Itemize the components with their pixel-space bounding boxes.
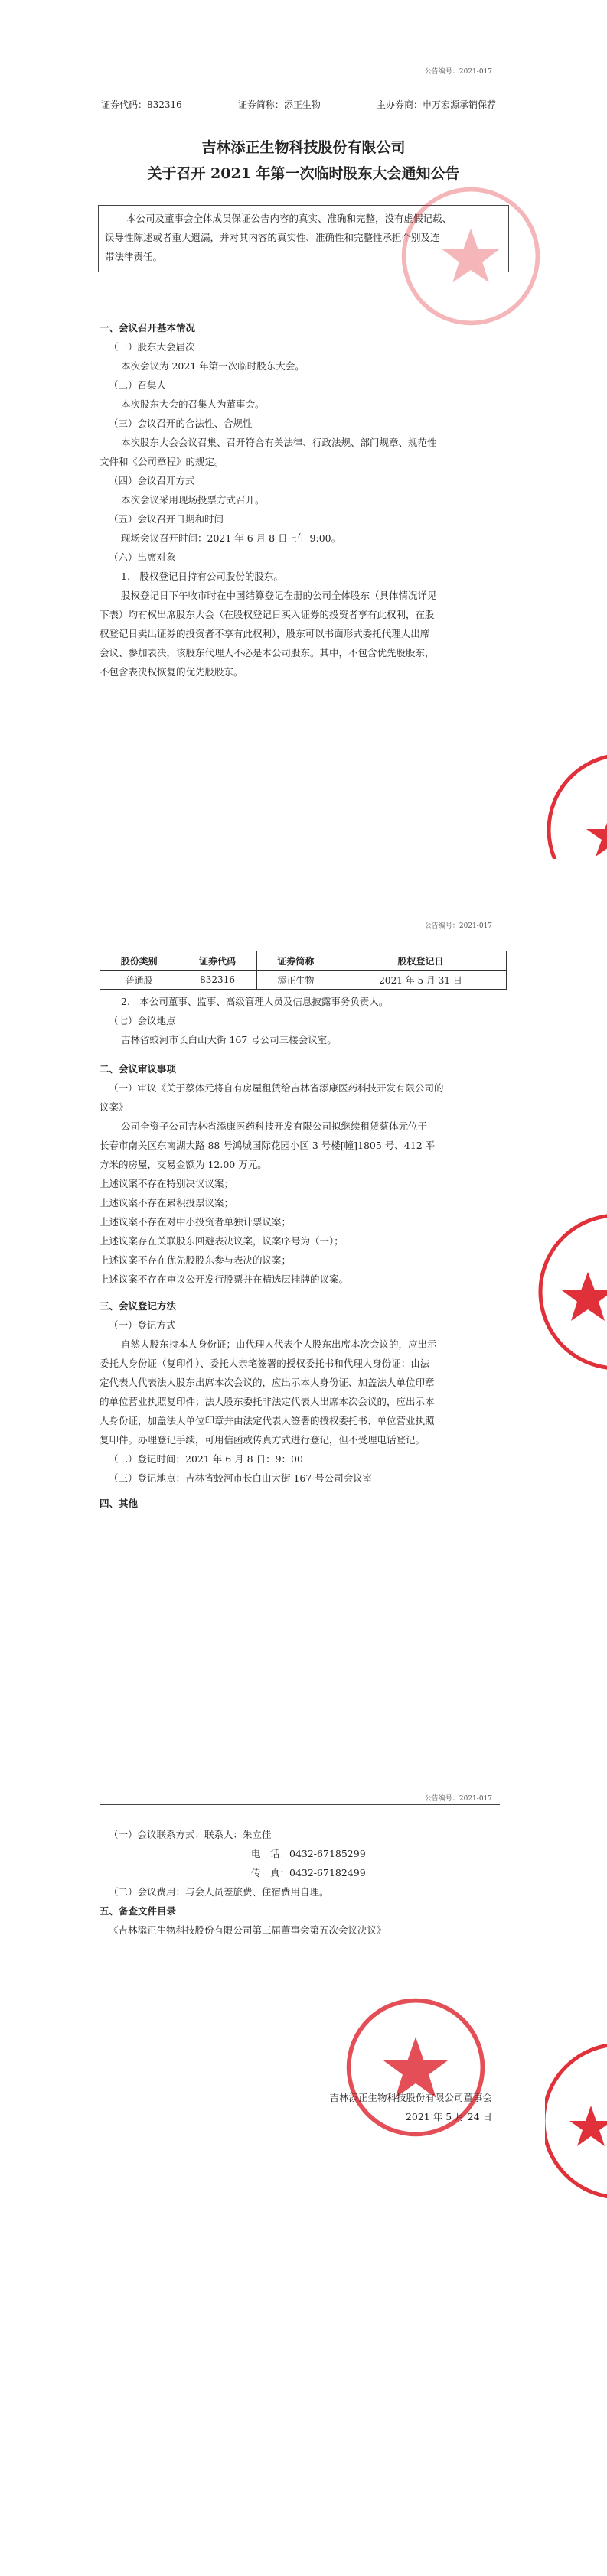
header-divider [100, 1804, 500, 1805]
table-header-row [100, 951, 507, 971]
subsection-heading: （四）会议召开方式 [109, 475, 195, 486]
page-number: 公告编号：2021-017 [424, 68, 492, 76]
subsection-heading: （二）登记时间：2021 年 6 月 8 日：9：00 [109, 1453, 303, 1465]
paragraph: 不包含表决权恢复的优先股股东。 [100, 666, 243, 678]
section-heading: 一、会议召开基本情况 [100, 322, 196, 333]
paragraph: 本次股东大会会议召集、召开符合有关法律、行政法规、部门规章、规范性 [121, 437, 437, 448]
proposal-title: （一）审议《关于蔡体元将自有房屋租赁给吉林省添康医药科技开发有限公司的 [109, 1082, 444, 1094]
section-4-content [100, 1825, 509, 1940]
note-line: 上述议案不存在审议公开发行股票并在精选层挂牌的议案。 [100, 1273, 349, 1285]
disclaimer-line: 误导性陈述或者重大遗漏，并对其内容的真实性、准确性和完整性承担个别及连 [105, 232, 440, 243]
section-1 [100, 318, 509, 681]
page-title: 吉林添正生物科技股份有限公司 [201, 139, 406, 156]
section-heading: 五、备查文件目录 [100, 1905, 177, 1917]
paragraph: 委托人身份证（复印件）、委托人亲笔签署的授权委托书和代理人身份证；由法 [100, 1358, 430, 1369]
table-cell: 添正生物 [256, 971, 335, 990]
page-2 [0, 871, 607, 1730]
page-subtitle: 关于召开 2021 年第一次临时股东大会通知公告 [147, 165, 460, 182]
paragraph: 定代表人代表法人股东出席本次会议的，应出示本人身份证、加盖法人单位印章 [100, 1377, 435, 1388]
subsection-heading: （三）会议召开的合法性、合规性 [109, 418, 253, 429]
stock-name: 证券简称：添正生物 [237, 99, 321, 110]
subsection-heading: （五）会议召开日期和时间 [109, 513, 224, 525]
table-header-cell: 股权登记日 [335, 951, 507, 971]
section-heading: 二、会议审议事项 [100, 1063, 177, 1075]
paragraph: 吉林省蛟河市长白山大街 167 号公司三楼会议室。 [121, 1034, 337, 1046]
paragraph: 公司全资子公司吉林省添康医药科技开发有限公司拟继续租赁蔡体元位于 [121, 1120, 428, 1132]
section-2 [100, 1059, 509, 1513]
proposal-title: 议案》 [100, 1101, 129, 1113]
signature-block [329, 2088, 492, 2126]
paragraph: 人身份证，加盖法人单位印章并由法定代表人签署的授权委托书、单位营业执照 [100, 1415, 435, 1426]
signing-date: 2021 年 5 月 24 日 [405, 2111, 492, 2122]
paragraph: 本次会议采用现场投票方式召开。 [121, 494, 265, 506]
signing-company: 吉林添正生物科技股份有限公司董事会 [329, 2092, 492, 2103]
broker: 主办券商：申万宏源承销保荐 [376, 99, 496, 110]
paragraph: 长春市南关区东南湖大路 88 号鸿城国际花园小区 3 号楼[幢]1805 号、412 平 [100, 1140, 436, 1151]
edge-seal-icon [534, 1208, 607, 1376]
disclaimer-line: 本公司及董事会全体成员保证公告内容的真实、准确和完整，没有虚假记载、 [126, 213, 452, 224]
fax-line: 传 真：0432-67182499 [251, 1867, 366, 1878]
table-row [100, 971, 507, 990]
paragraph: 下表）均有权出席股东大会（在股权登记日买入证券的投资者享有此权利，在股 [100, 609, 435, 620]
phone-line: 电 话：0432-67185299 [251, 1848, 366, 1859]
paragraph: 复印件。办理登记手续，可用信函或传真方式进行登记，但不受理电话登记。 [100, 1434, 426, 1446]
subsection-heading: （二）召集人 [109, 379, 167, 391]
table-cell: 832316 [178, 971, 256, 990]
section-heading: 三、会议登记方法 [100, 1300, 177, 1312]
note-line: 上述议案不存在累积投票议案； [100, 1197, 234, 1208]
disclaimer-line: 带法律责任。 [105, 251, 163, 262]
securities-header [101, 98, 496, 111]
table-header-cell: 股份类别 [100, 951, 178, 971]
paragraph: 权登记日卖出证券的投资者不享有此权利），股东可以书面形式委托代理人出席 [100, 628, 430, 639]
company-seal-watermark [398, 184, 543, 329]
paragraph: 文件和《公司章程》的规定。 [100, 456, 224, 467]
note-line: 上述议案存在关联股东回避表决议案，议案序号为（一）； [100, 1235, 344, 1247]
list-item: 1. 股权登记日持有公司股份的股东。 [121, 571, 283, 582]
list-item: 2. 本公司董事、监事、高级管理人员及信息披露事务负责人。 [121, 996, 389, 1007]
section-heading: 四、其他 [100, 1498, 139, 1509]
page-1 [0, 0, 607, 859]
table-cell: 普通股 [100, 971, 178, 990]
note-line: 上述议案不存在对中小投资者单独计票议案； [100, 1216, 292, 1228]
subsection-heading: （六）出席对象 [109, 551, 176, 563]
document-reference: 《吉林添正生物科技股份有限公司第三届董事会第五次会议决议》 [109, 1924, 387, 1936]
table-header-cell: 证券代码 [178, 951, 256, 971]
paragraph: 本次会议为 2021 年第一次临时股东大会。 [121, 360, 305, 372]
paragraph: 的单位营业执照复印件；法人股东委托非法定代表人出席本次会议的，应出示本 [100, 1396, 435, 1407]
paragraph: 股权登记日下午收市时在中国结算登记在册的公司全体股东（具体情况详见 [121, 590, 437, 601]
paragraph: 方米的房屋，交易金额为 12.00 万元。 [100, 1159, 267, 1170]
section-1-continued [100, 992, 509, 1049]
table-header-cell: 证券简称 [256, 951, 335, 971]
contact-line: （一）会议联系方式：联系人：朱立佳 [109, 1829, 272, 1840]
page-number: 公告编号：2021-017 [424, 922, 492, 930]
note-line: 上述议案不存在优先股股东参与表决的议案； [100, 1254, 292, 1266]
paragraph: 会议、参加表决，该股东代理人不必是本公司股东。其中，不包含优先股股东， [100, 647, 435, 659]
page-number: 公告编号：2021-017 [424, 1795, 492, 1803]
cost-line: （二）会议费用：与会人员差旅费、住宿费用自理。 [109, 1886, 329, 1898]
subsection-heading: （七）会议地点 [109, 1015, 176, 1026]
paragraph: 本次股东大会的召集人为董事会。 [121, 398, 265, 410]
paragraph: 自然人股东持本人身份证；由代理人代表个人股东出席本次会议的，应出示 [121, 1338, 437, 1350]
edge-seal-icon [545, 2033, 607, 2209]
shareholder-table [100, 951, 507, 990]
page-3 [0, 1742, 607, 2576]
page-separator [0, 859, 607, 871]
subsection-heading: （一）登记方式 [109, 1319, 176, 1331]
subsection-heading: （一）股东大会届次 [109, 341, 195, 353]
note-line: 上述议案不存在特别决议议案； [100, 1178, 234, 1189]
table-cell: 2021 年 5 月 31 日 [335, 971, 507, 990]
paragraph: 现场会议召开时间：2021 年 6 月 8 日上午 9:00。 [121, 532, 341, 544]
page-separator [0, 1730, 607, 1742]
subsection-heading: （三）登记地点：吉林省蛟河市长白山大街 167 号公司会议室 [109, 1472, 373, 1484]
stock-code: 证券代码：832316 [101, 99, 182, 110]
